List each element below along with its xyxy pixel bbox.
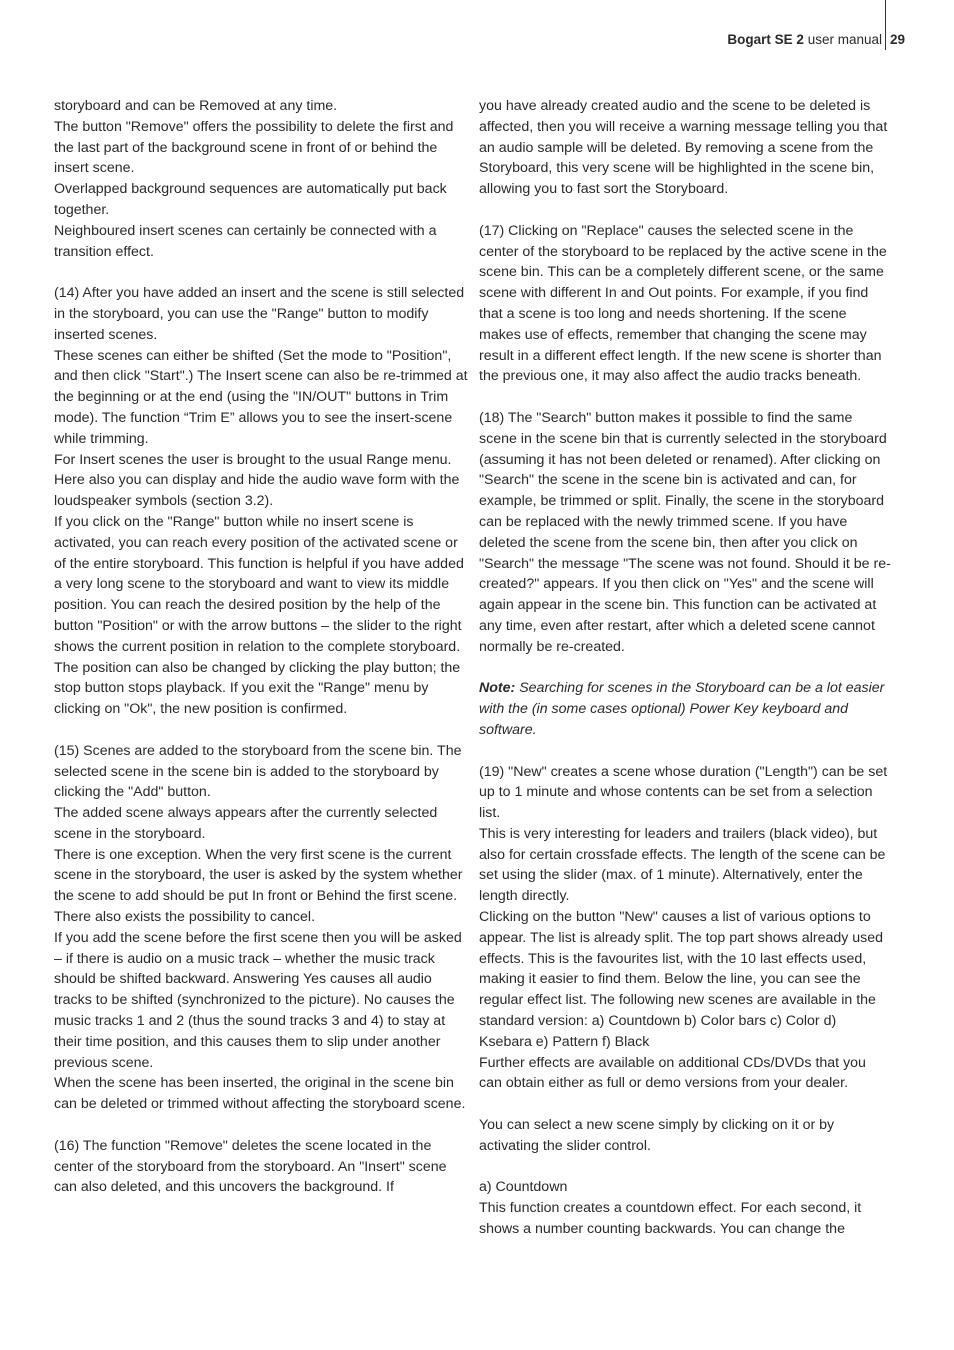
paragraph: The added scene always appears after the currently selected scene in the storyboard. <box>54 805 438 842</box>
note-text: Searching for scenes in the Storyboard can be a lot easier with the (in some cases optional) Power Key keyboard and software. <box>479 680 885 738</box>
paragraph: Neighboured insert scenes can certainly be connected with a transition effect. <box>54 222 437 260</box>
paragraph: (15) Scenes are added to the storyboard from the scene bin. The selected scene in the scene bin is added to the storyboard by clicking the "Add" button. <box>54 742 462 801</box>
paragraph: This function creates a countdown effect. For each second, it shows a number counting backwards. You can change the <box>479 1200 862 1238</box>
paragraph: you have already created audio and the scene to be deleted is affected, then you will receive a warning message telling you that an audio sample will be deleted. By removing a scene from the Storyboard, this very scene will be highlighted in the scene bin, allowing you to fast sort the Storyboard. <box>479 98 888 198</box>
paragraph: Further effects are available on additional CDs/DVDs that you can obtain either as full or demo versions from your dealer. <box>479 1054 866 1092</box>
paragraph: (18) The "Search" button makes it possible to find the same scene in the scene bin that is currently selected in the storyboard (assuming it has not been deleted or renamed). After clicking on "Search" the scene in the scene bin is activated and can, for example, be trimmed or split. Finally, the scene in the storyboard can be replaced with the newly trimmed scene. If you have deleted the scene from the scene bin, then after you click on "Search" the message "The scene was not found. Should it be re-created?" appears. If you then click on "Yes" and the scene will again appear in the scene bin. This function can be activated at any time, even after restart, after which a deleted scene cannot normally be re-created. <box>479 409 891 655</box>
paragraph-gap <box>54 1115 469 1136</box>
paragraph: The button "Remove" offers the possibility to delete the first and the last part of the background scene in front of or behind the insert scene. <box>54 118 454 177</box>
paragraph: Overlapped background sequences are automatically put back together. <box>54 181 447 218</box>
paragraph-gap <box>54 262 469 283</box>
paragraph: Clicking on the button "New" causes a list of various options to appear. The list is already split. The top part shows already used effects. This is the favourites list, with the 10 last effects used, making it easier to find them. Below the line, you can see the regular effect list. The following new scenes are available in the standard version: a) Countdown b) Color bars c) Color d) Ksebara e) Pattern f) Black <box>479 909 884 1050</box>
paragraph-gap <box>479 1157 891 1178</box>
note-label: Note: <box>479 680 516 697</box>
paragraph: This is very interesting for leaders and trailers (black video), but also for certain crossfade effects. The length of the scene can be set using the slider (max. of 1 minute). Alternatively, enter the length directly. <box>479 825 886 905</box>
paragraph-gap <box>479 387 891 408</box>
paragraph: (14) After you have added an insert and the scene is still selected in the storyboard, you can use the "Range" button to modify inserted scenes. <box>54 285 465 343</box>
paragraph: When the scene has been inserted, the original in the scene bin can be deleted or trimmed without affecting the storyboard scene. <box>54 1075 466 1113</box>
paragraph: You can select a new scene simply by clicking on it or by activating the slider control. <box>479 1117 835 1154</box>
page-header <box>727 31 882 49</box>
paragraph-gap <box>479 1094 891 1115</box>
paragraph: (19) "New" creates a scene whose duration ("Length") can be set up to 1 minute and whose contents can be set from a selection list. <box>479 763 888 822</box>
paragraph: If you click on the "Range" button while no insert scene is activated, you can reach every position of the activated scene or of the entire storyboard. This function is helpful if you have added a very long scene to the storyboard and want to view its middle position. You can reach the desired position by the help of the button "Position" or with the arrow buttons – the slider to the right shows the current position in relation to the complete storyboard. The position can also be changed by clicking the play button; the stop button stops playback. If you exit the "Range" menu by clicking on "Ok", the new position is confirmed. <box>54 513 464 718</box>
paragraph-gap <box>479 200 891 221</box>
right-column <box>479 96 891 1240</box>
paragraph: There is one exception. When the very first scene is the current scene in the storyboard, the user is asked by the system whether the scene to add should be put In front or Behind the first scene. <box>54 846 463 905</box>
paragraph-gap <box>479 658 891 679</box>
paragraph-gap <box>54 720 469 741</box>
left-column <box>54 96 469 1198</box>
paragraph-gap <box>479 741 891 762</box>
paragraph: If you add the scene before the first scene then you will be asked – if there is audio on a music track – whether the music track should be shifted backward. Answering Yes causes all audio tracks to be shifted (synchronized to the picture). No causes the music tracks 1 and 2 (thus the sound tracks 3 and 4) to stay at their time position, and this causes them to slip under another previous scene. <box>54 929 462 1071</box>
page-number: 29 <box>890 32 906 47</box>
paragraph: (16) The function "Remove" deletes the scene located in the center of the storyboard from the storyboard. An "Insert" scene can also deleted, and this uncovers the background. If <box>54 1137 447 1196</box>
manual-brand: Bogart SE 2 <box>727 32 804 47</box>
subheading: a) Countdown <box>479 1179 568 1196</box>
manual-title-suffix: user manual <box>803 32 882 47</box>
paragraph: storyboard and can be Removed at any time. <box>54 98 338 114</box>
paragraph: For Insert scenes the user is brought to the usual Range menu. Here also you can display and hide the audio wave form with the loudspeaker symbols (section 3.2). <box>54 451 460 510</box>
header-divider <box>885 0 886 50</box>
note-paragraph <box>479 678 891 740</box>
paragraph: These scenes can either be shifted (Set the mode to "Position", and then click "Start".) The Insert scene can also be re-trimmed at the beginning or at the end (using the "IN/OUT" buttons in Trim mode). The function “Trim E” allows you to see the insert-scene while trimming. <box>54 347 468 447</box>
paragraph: (17) Clicking on "Replace" causes the selected scene in the center of the storyboard to be replaced by the active scene in the scene bin. This can be a completely different scene, or the same scene with different In and Out points. For example, if you find that a scene is too long and needs shortening. If the scene makes use of effects, remember that changing the scene may result in a different effect length. If the new scene is shorter than the previous one, it may also affect the audio tracks beneath. <box>479 222 887 385</box>
paragraph: There also exists the possibility to cancel. <box>54 909 316 926</box>
